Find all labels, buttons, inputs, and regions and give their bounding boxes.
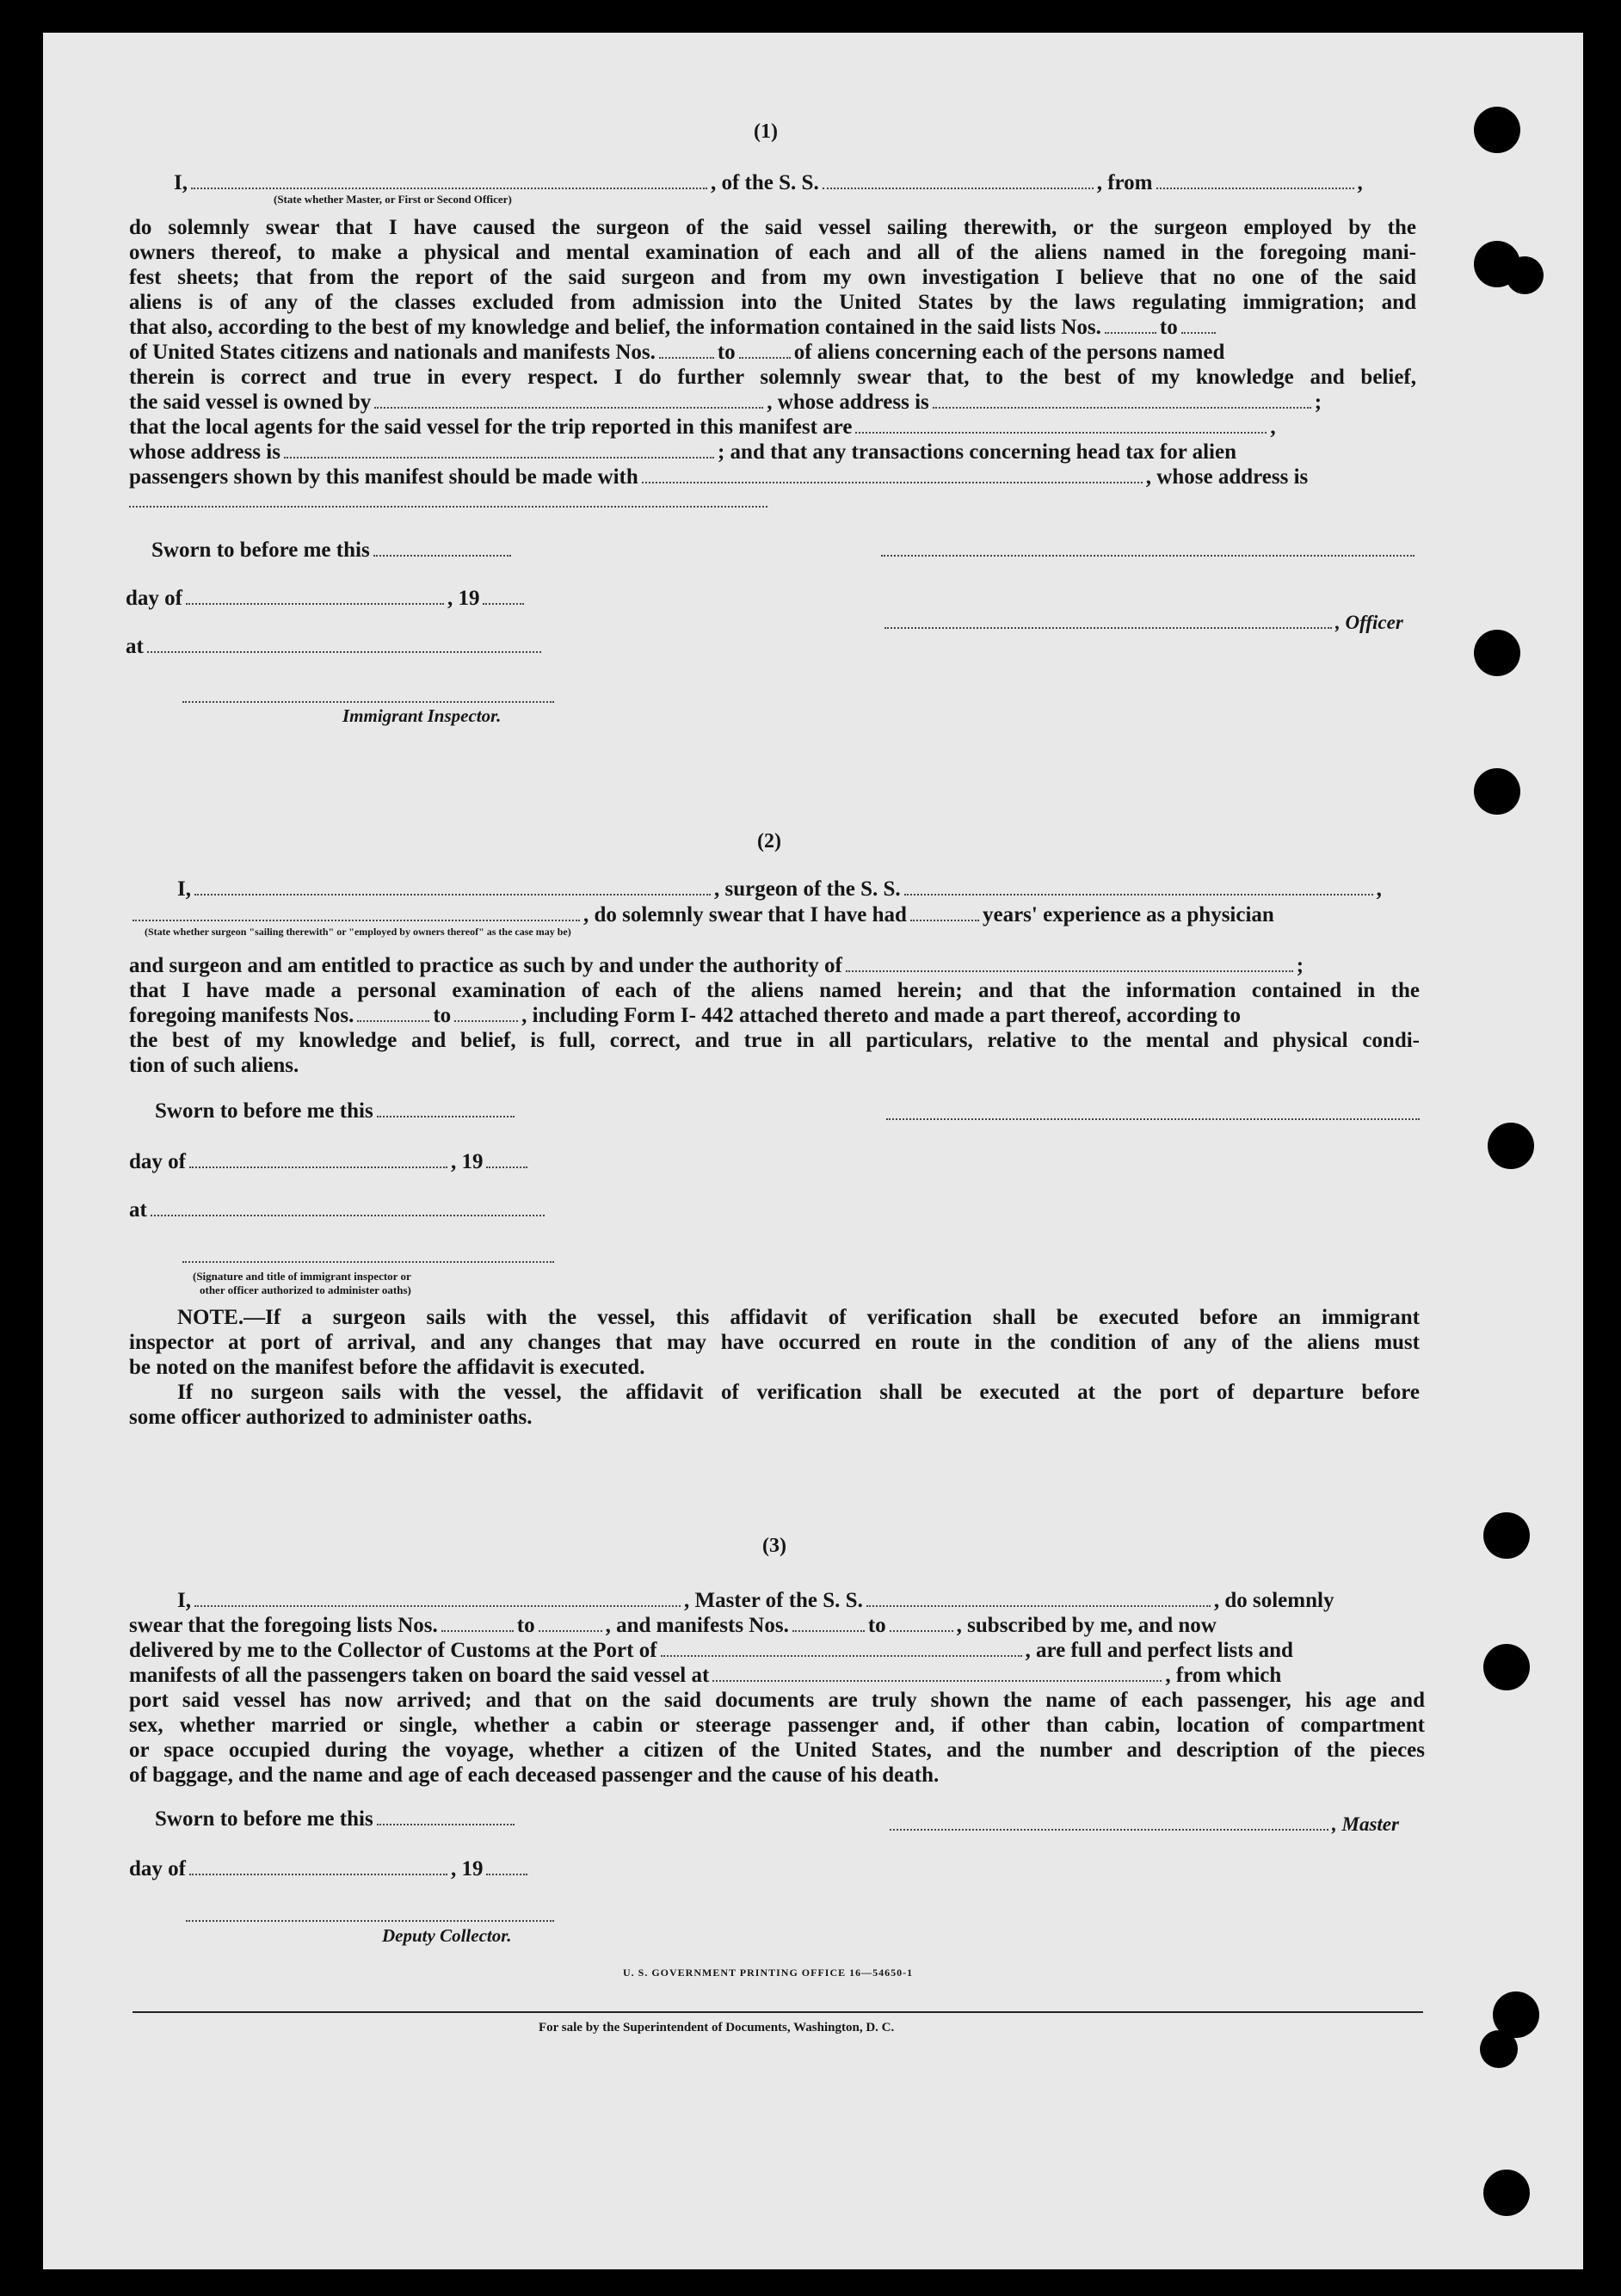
punch-hole — [1474, 768, 1520, 815]
s2-line-2: , do solemnly swear that I have had years' experience as a physician — [129, 902, 1274, 928]
s1-body-line: aliens is of any of the classes excluded from admission into the United States by the laws regulating immigration; and — [129, 291, 1416, 314]
s2-vessel-field[interactable] — [904, 878, 1373, 896]
inspector-signature-line[interactable] — [182, 701, 554, 703]
s3-manifests-to-field[interactable] — [890, 1615, 953, 1632]
from-port-field[interactable] — [1156, 172, 1354, 189]
s3-body-line: or space occupied during the voyage, whether a citizen of the United States, and the number and description of the pieces — [129, 1739, 1425, 1762]
note-line: NOTE.—If a surgeon sails with the vessel, this affidavit of verification shall be executed before an immigrant — [177, 1306, 1420, 1329]
section-1-number: (1) — [754, 120, 778, 143]
deputy-signature-line[interactable] — [186, 1920, 554, 1922]
s2-manifests-from-field[interactable] — [357, 1005, 429, 1022]
s2-body-line: that I have made a personal examination of each of the aliens named herein; and that the information contained in the — [129, 979, 1420, 1002]
s1-passengers-line: passengers shown by this manifest should be made with , whose address is — [129, 465, 1309, 489]
s2-day-of-field[interactable] — [189, 1151, 447, 1168]
manifests-to-field[interactable] — [739, 342, 791, 359]
punch-hole — [1483, 1644, 1530, 1690]
punch-hole — [1483, 2170, 1530, 2216]
master-officer-field[interactable] — [191, 172, 707, 189]
s1-day-of: day of , 19 — [126, 586, 527, 612]
note-line: be noted on the manifest before the affidavit is executed. — [129, 1356, 645, 1379]
s2-caption: (State whether surgeon "sailing therewith" or "employed by owners thereof" as the case may be) — [145, 926, 571, 938]
s1-caption: (State whether Master, or First or Second Officer) — [274, 193, 512, 206]
master-label: , Master — [1332, 1813, 1399, 1835]
section-3-number: (3) — [762, 1535, 786, 1557]
s1-body-line: fest sheets; that from the report of the said surgeon and from my own investigation I believe that no one of the said — [129, 266, 1416, 289]
s1-at: at — [126, 634, 545, 660]
owner-field[interactable] — [374, 391, 763, 409]
s3-line-3: delivered by me to the Collector of Customs at the Port of , are full and perfect lists and — [129, 1639, 1293, 1662]
agents-address-field[interactable] — [284, 441, 714, 459]
local-agents-field[interactable] — [855, 416, 1267, 434]
s3-year-field[interactable] — [486, 1858, 527, 1875]
s1-body-line: therein is correct and true in every respect. I do further solemnly swear that, to the best of my knowledge and belief, — [129, 366, 1416, 389]
master-signature-field[interactable] — [890, 1813, 1328, 1831]
lists-from-field[interactable] — [1105, 317, 1156, 334]
s1-owned-line: the said vessel is owned by , whose address is ; — [129, 391, 1322, 414]
s1-whose-line: whose address is ; and that any transactions concerning head tax for alien — [129, 440, 1236, 464]
s1-sworn: Sworn to before me this — [151, 538, 515, 563]
manifests-from-field[interactable] — [659, 342, 714, 359]
s3-body-line: port said vessel has now arrived; and that on the said documents are truly shown the name of each passenger, his age and — [129, 1689, 1425, 1712]
punch-hole — [1488, 1123, 1534, 1169]
s3-master-sig-line — [886, 1812, 1399, 1837]
officer-signature-line-1[interactable] — [881, 555, 1415, 557]
s3-vessel-field[interactable] — [866, 1590, 1211, 1607]
year-field[interactable] — [483, 588, 524, 605]
years-experience-field[interactable] — [910, 904, 979, 921]
punch-hole — [1474, 107, 1520, 153]
authority-field[interactable] — [846, 955, 1293, 972]
s3-line-1: I, , Master of the S. S. , do solemnly — [177, 1589, 1334, 1612]
punch-hole — [1506, 256, 1544, 294]
s2-sig-caption: other officer authorized to administer oaths) — [200, 1283, 411, 1296]
sworn-date-field[interactable] — [373, 539, 511, 557]
note-line: If no surgeon sails with the vessel, the affidavit of verification shall be executed at the port of departure before — [177, 1381, 1420, 1404]
note-line: some officer authorized to administer oaths. — [129, 1406, 533, 1429]
note-line: inspector at port of arrival, and any changes that may have occurred en route in the condition of any of the aliens must — [129, 1331, 1420, 1354]
s2-line-5: foregoing manifests Nos. to , including Form I- 442 attached thereto and made a part thereof, according to — [129, 1004, 1241, 1027]
punch-hole — [1483, 1512, 1530, 1559]
s3-body-line: sex, whether married or single, whether a cabin or steerage passenger and, if other than cabin, location of compartment — [129, 1714, 1425, 1737]
s2-sworn: Sworn to before me this — [155, 1099, 518, 1124]
s1-manifests-line: of United States citizens and nationals and manifests Nos. to of aliens concerning each of the persons named — [129, 341, 1225, 364]
s1-body-line: owners thereof, to make a physical and mental examination of each and all of the aliens named in the foregoing mani- — [129, 241, 1416, 264]
s1-lists-line: that also, according to the best of my knowledge and belief, the information contained in the said lists Nos. to — [129, 315, 1219, 341]
deputy-collector-label: Deputy Collector. — [382, 1925, 512, 1946]
surgeon-signature-line[interactable] — [886, 1118, 1420, 1120]
s2-sworn-date-field[interactable] — [377, 1100, 515, 1117]
punch-hole — [1480, 2030, 1518, 2068]
s3-line-4: manifests of all the passengers taken on board the said vessel at , from which — [129, 1664, 1282, 1687]
s3-manifests-from-field[interactable] — [792, 1615, 865, 1632]
immigrant-inspector-label: Immigrant Inspector. — [342, 705, 502, 726]
s2-day-of: day of , 19 — [129, 1149, 531, 1175]
s3-day-of-field[interactable] — [189, 1858, 447, 1875]
officer-label: , Officer — [1335, 612, 1403, 633]
vessel-name-field[interactable] — [823, 172, 1094, 189]
s2-at-place-field[interactable] — [151, 1199, 545, 1216]
surgeon-status-field[interactable] — [133, 904, 580, 921]
for-sale-notice: For sale by the Superintendent of Documents, Washington, D. C. — [539, 2021, 895, 2034]
gpo-imprint: U. S. GOVERNMENT PRINTING OFFICE 16—54650-1 — [623, 1967, 914, 1979]
s3-sworn-date-field[interactable] — [377, 1808, 515, 1825]
s3-lists-to-field[interactable] — [539, 1615, 602, 1632]
s1-line-master: I, , of the S. S. , from , — [174, 171, 1363, 194]
day-of-field[interactable] — [186, 588, 444, 605]
port-field[interactable] — [661, 1640, 1022, 1657]
s2-body-line: tion of such aliens. — [129, 1054, 299, 1077]
lists-to-field[interactable] — [1181, 317, 1216, 334]
officer-signature-field[interactable] — [884, 612, 1332, 629]
s2-sig-caption: (Signature and title of immigrant inspector or — [193, 1270, 411, 1283]
s2-inspector-signature-line[interactable] — [182, 1261, 554, 1263]
s1-officer-line — [881, 610, 1403, 636]
punch-hole — [1474, 630, 1520, 676]
head-tax-party-field[interactable] — [642, 466, 1143, 483]
s2-manifests-to-field[interactable] — [454, 1005, 518, 1022]
s2-body-line: the best of my knowledge and belief, is full, correct, and true in all particulars, relative to the mental and physical condi- — [129, 1029, 1420, 1052]
boarding-port-field[interactable] — [712, 1665, 1162, 1682]
s2-line-3: and surgeon and am entitled to practice as such by and under the authority of ; — [129, 954, 1304, 977]
section-2-number: (2) — [757, 830, 781, 853]
footer-rule — [133, 2011, 1423, 2013]
owner-address-field[interactable] — [933, 391, 1311, 409]
at-place-field[interactable] — [147, 636, 541, 653]
s3-lists-from-field[interactable] — [441, 1615, 514, 1632]
s3-day-of: day of , 19 — [129, 1856, 531, 1882]
s2-at: at — [129, 1197, 548, 1223]
s1-body-line: do solemnly swear that I have caused the surgeon of the said vessel sailing therewith, or the surgeon employed by the — [129, 216, 1416, 239]
s2-line-1: I, , surgeon of the S. S. , — [177, 877, 1382, 901]
s3-master-field[interactable] — [194, 1590, 681, 1607]
s1-agents-line: that the local agents for the said vessel for the trip reported in this manifest are , — [129, 415, 1276, 439]
s3-sworn: Sworn to before me this — [155, 1807, 518, 1832]
surgeon-name-field[interactable] — [194, 878, 711, 896]
head-tax-address-field[interactable] — [129, 506, 767, 508]
s3-body-line: of baggage, and the name and age of each deceased passenger and the cause of his death. — [129, 1764, 940, 1787]
s3-line-2: swear that the foregoing lists Nos. to , and manifests Nos. to , subscribed by me, and now — [129, 1614, 1217, 1637]
s2-year-field[interactable] — [486, 1151, 527, 1168]
